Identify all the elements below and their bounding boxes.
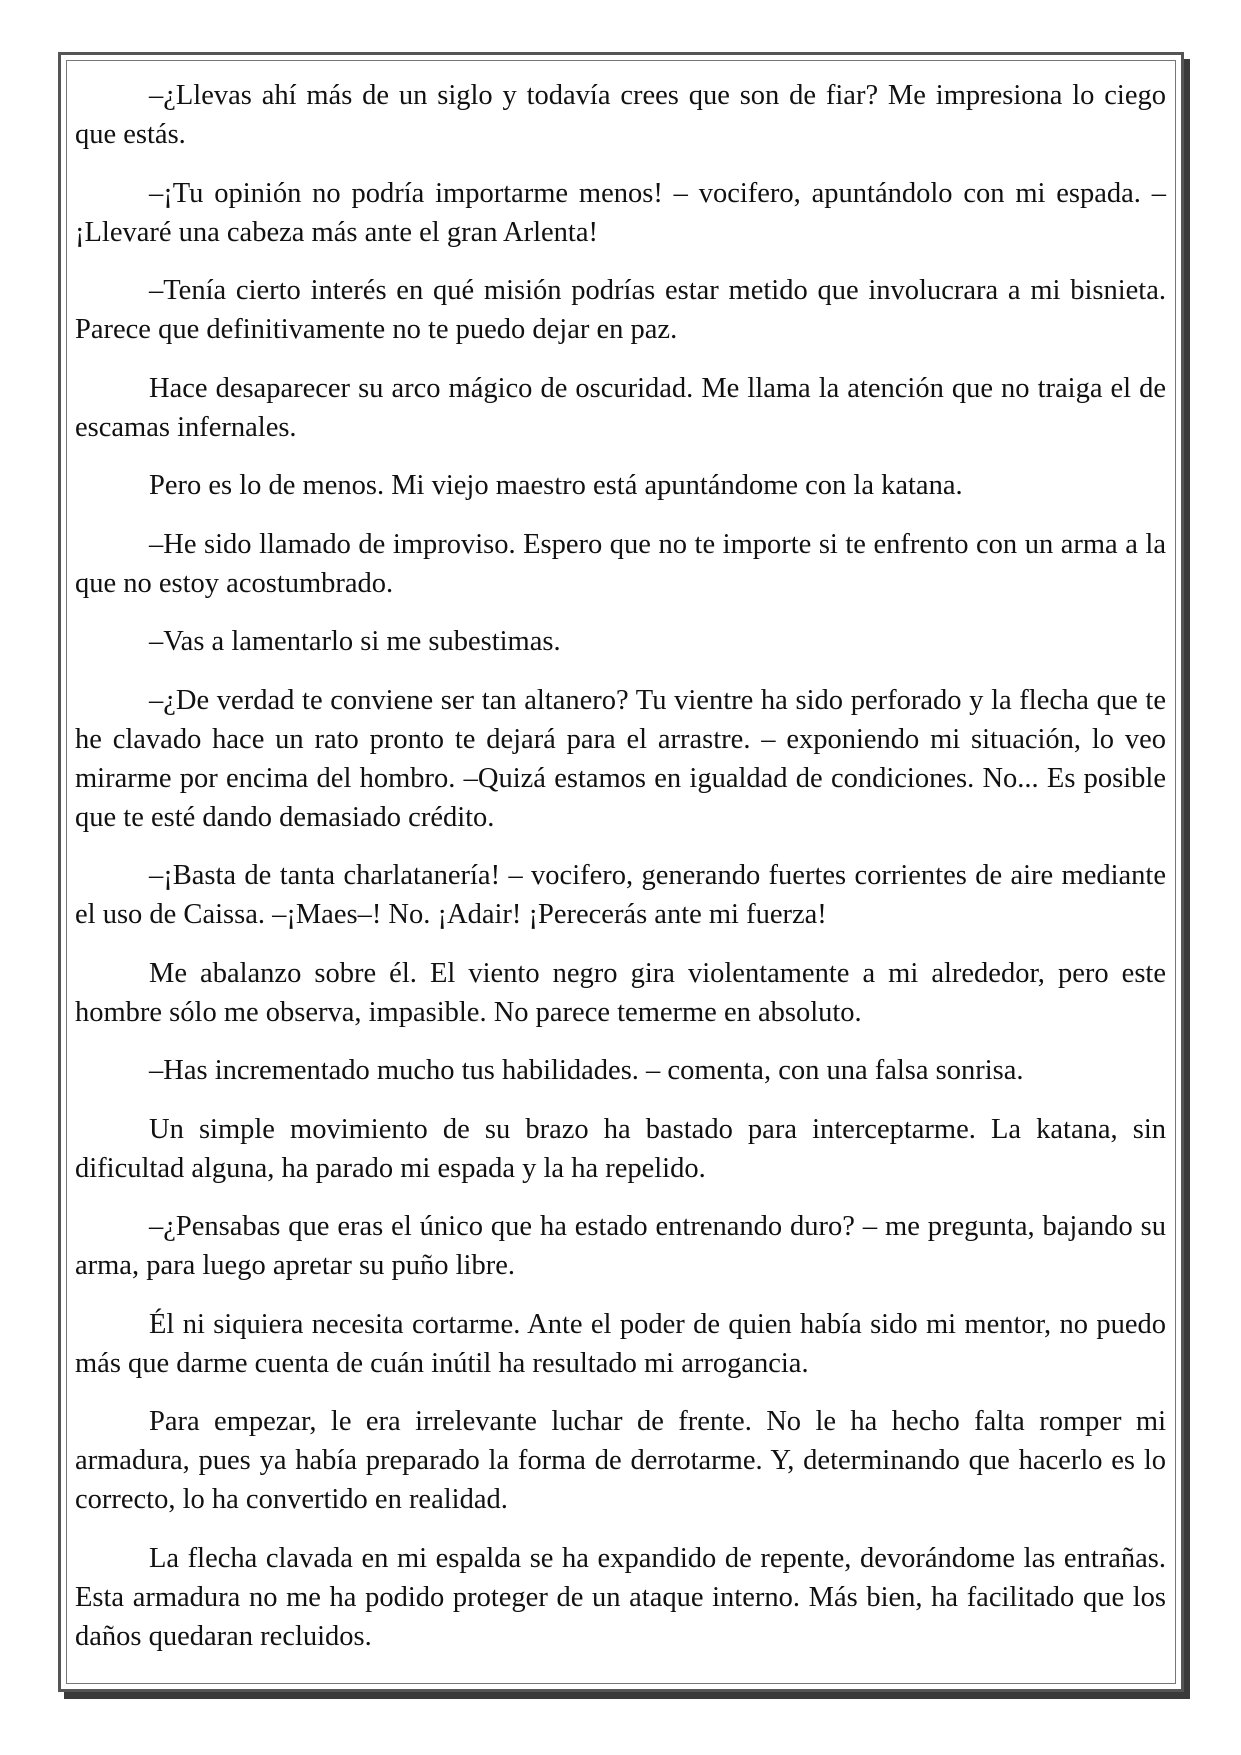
paragraph: Él ni siquiera necesita cortarme. Ante el poder de quien había sido mi mentor, no puedo más que darme cuenta de cuán inútil ha resultado mi arrogancia. [75,1308,1166,1379]
paragraph: –¡Tu opinión no podría importarme menos! – vocifero, apuntándolo con mi espada. –¡Llevaré una cabeza más ante el gran Arlenta! [75,177,1166,248]
paragraph: –Has incrementado mucho tus habilidades. – comenta, con una falsa sonrisa. [149,1055,1024,1086]
paragraph: Me abalanzo sobre él. El viento negro gira violentamente a mi alrededor, pero este hombre sólo me observa, impasible. No parece temerme en absoluto. [75,957,1166,1028]
paragraph: La flecha clavada en mi espalda se ha expandido de repente, devorándome las entrañas. Esta armadura no me ha podido proteger de un ataque interno. Más bien, ha facilitado que los daños quedaran recluidos. [75,1542,1166,1652]
paragraph: –Tenía cierto interés en qué misión podrías estar metido que involucrara a mi bisnieta. Parece que definitivamente no te puedo dejar en paz. [75,275,1166,345]
paragraph: Hace desaparecer su arco mágico de oscuridad. Me llama la atención que no traiga el de escamas infernales. [75,372,1166,443]
paragraph: Pero es lo de menos. Mi viejo maestro está apuntándome con la katana. [149,470,963,501]
paragraph: –Vas a lamentarlo si me subestimas. [149,626,561,657]
paragraph: Para empezar, le era irrelevante luchar de frente. No le ha hecho falta romper mi armadura, pues ya había preparado la forma de derrotarme. Y, determinando que hacerlo es lo correcto, lo ha convertido en realidad. [75,1406,1166,1515]
paragraph: Un simple movimiento de su brazo ha bastado para interceptarme. La katana, sin dificultad alguna, ha parado mi espada y la ha repelido. [75,1113,1166,1184]
document-body [75,76,1166,1675]
paragraph: –¿Pensabas que eras el único que ha estado entrenando duro? – me pregunta, bajando su arma, para luego apretar su puño libre. [75,1211,1166,1281]
paragraph: –¡Basta de tanta charlatanería! – vocifero, generando fuertes corrientes de aire mediante el uso de Caissa. –¡Maes–! No. ¡Adair! ¡Perecerás ante mi fuerza! [75,860,1166,930]
paragraph: –He sido llamado de improviso. Espero que no te importe si te enfrento con un arma a la que no estoy acostumbrado. [75,528,1166,599]
paragraph: –¿De verdad te conviene ser tan altanero? Tu vientre ha sido perforado y la flecha que te he clavado hace un rato pronto te dejará para el arrastre. – exponiendo mi situación, lo veo mirarme por encima del hombro. –Quizá estamos en igualdad de condiciones. No... Es posible que te esté dando demasiado crédito. [75,684,1166,833]
paragraph: –¿Llevas ahí más de un siglo y todavía crees que son de fiar? Me impresiona lo ciego que estás. [75,80,1166,150]
